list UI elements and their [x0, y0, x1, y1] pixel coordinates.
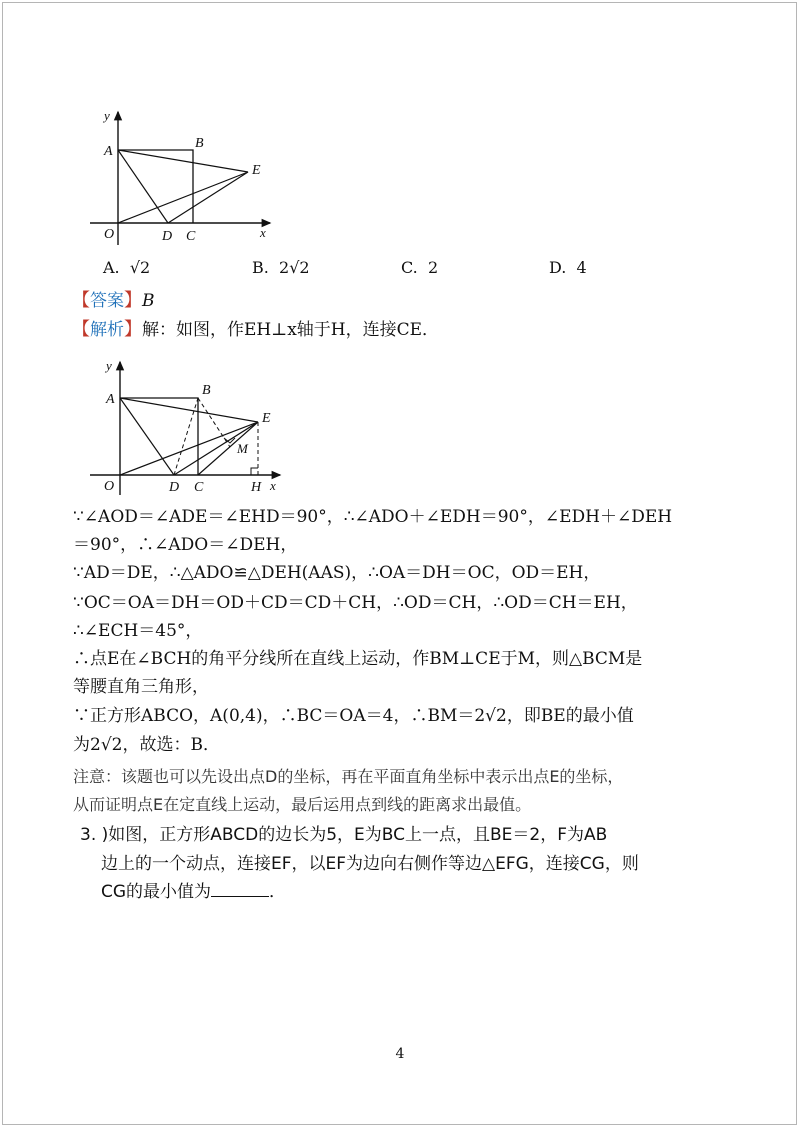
label-x-2: x: [270, 478, 276, 493]
choice-a: A. √2: [103, 258, 151, 277]
label-x: x: [260, 225, 266, 240]
analysis-line: 【解析】解：如图，作EH⊥x轴于H，连接CE．: [72, 319, 440, 340]
label-b: B: [195, 136, 204, 151]
label-c-2: C: [194, 480, 204, 495]
answer-blank[interactable]: [211, 880, 269, 897]
answer-tag: 答案: [90, 291, 124, 311]
label-y: y: [104, 108, 110, 123]
choice-d: D. 4: [549, 258, 587, 277]
note-line-1: 注意：该题也可以先设出点D的坐标，再在平面直角坐标中表示出点E的坐标，: [73, 767, 624, 786]
label-d: D: [162, 229, 173, 244]
label-o-2: O: [104, 479, 115, 494]
segment-de: [168, 172, 248, 223]
solution-line-7: 等腰直角三角形，: [73, 677, 209, 697]
question3-line-3: CG的最小值为 ．: [101, 882, 287, 902]
solution-line-3: ∵AD＝DE，∴△ADO≌△DEH(AAS)，∴OA＝DH＝OC，OD＝EH，: [73, 563, 601, 583]
label-e: E: [252, 163, 261, 178]
segment-ad-2: [120, 398, 174, 475]
label-h-2: H: [251, 480, 262, 495]
segment-oe: [118, 172, 248, 223]
figure-2: [80, 350, 290, 500]
choice-c: C. 2: [401, 258, 439, 277]
segment-ae: [118, 150, 248, 172]
note-line-2: 从而证明点E在定直线上运动，最后运用点到线的距离求出最值。: [73, 795, 532, 814]
segment-ce-2: [198, 422, 258, 475]
analysis-intro: 解：如图，作EH⊥x轴于H，连接CE．: [142, 320, 440, 340]
figure-1: [80, 100, 280, 250]
choice-b: B. 2√2: [252, 258, 310, 277]
segment-ad: [118, 150, 168, 223]
solution-line-8: ∵正方形ABCO，A(0,4)，∴BC＝OA＝4，∴BM＝2√2，即BE的最小值: [73, 706, 634, 726]
page-number: 4: [395, 1046, 405, 1062]
label-a: A: [104, 144, 113, 159]
label-o: O: [104, 227, 115, 242]
analysis-tag: 解析: [90, 320, 124, 340]
solution-line-1: ∵∠AOD＝∠ADE＝∠EHD＝90°，∴∠ADO＋∠EDH＝90°，∠EDH＋∠DEH: [73, 507, 673, 527]
label-m-2: M: [237, 441, 248, 456]
question3-line-2: 边上的一个动点，连接EF，以EF为边向右侧作等边△EFG，连接CG，则: [101, 854, 639, 874]
solution-line-2: ＝90°，∴∠ADO＝∠DEH，: [73, 535, 298, 555]
question3-line-1: 3. )如图，正方形ABCD的边长为5，E为BC上一点，且BE＝2，F为AB: [80, 825, 608, 845]
answer-line: 【答案】B: [72, 290, 155, 311]
solution-line-4: ∵OC＝OA＝DH＝OD＋CD＝CD＋CH，∴OD＝CH，∴OD＝CH＝EH，: [73, 593, 638, 613]
label-d-2: D: [169, 480, 180, 495]
answer-value: B: [142, 291, 155, 311]
segment-ae-2: [120, 398, 258, 422]
label-b-2: B: [202, 383, 211, 398]
right-angle-h: [251, 468, 258, 475]
solution-line-9: 为2√2，故选：B．: [73, 735, 220, 755]
label-e-2: E: [262, 411, 271, 426]
label-y-2: y: [106, 358, 112, 373]
solution-line-6: ∴点E在∠BCH的角平分线所在直线上运动，作BM⊥CE于M，则△BCM是: [73, 649, 643, 669]
label-c: C: [186, 229, 196, 244]
label-a-2: A: [106, 392, 115, 407]
solution-line-5: ∴∠ECH＝45°，: [73, 621, 203, 641]
